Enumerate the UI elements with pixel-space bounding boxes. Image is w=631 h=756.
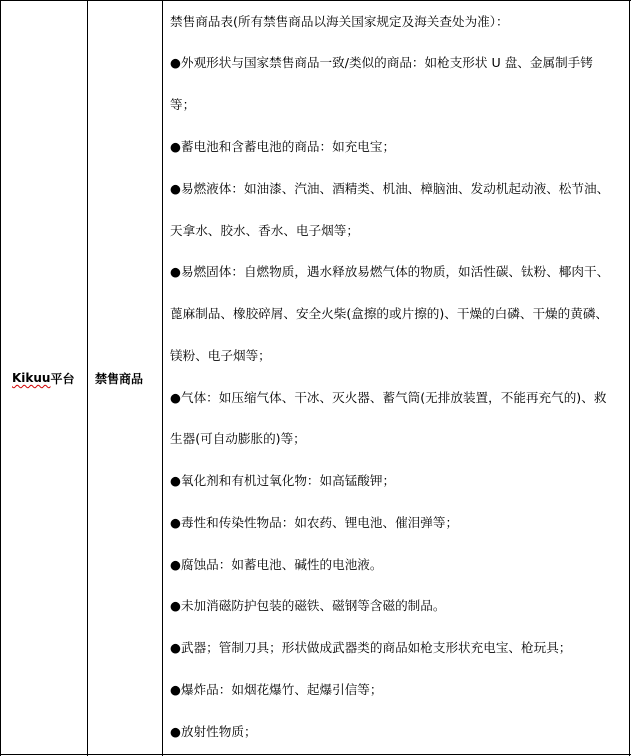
list-item: ●易燃液体：如油漆、汽油、酒精类、机油、樟脑油、发动机起动液、松节油、 [170,181,610,196]
table-border-left [0,0,1,756]
list-item: ●未加消磁防护包装的磁铁、磁钢等含磁的制品。 [170,598,446,613]
list-item: 蓖麻制品、橡胶碎屑、安全火柴(盒擦的或片擦的)、干燥的白磷、干燥的黄磷、 [170,306,609,321]
list-item: ●放射性物质； [170,724,257,739]
list-item: ●武器；管制刀具；形状做成武器类的商品如枪支形状充电宝、枪玩具； [170,640,572,655]
list-item: 镁粉、电子烟等； [170,348,271,363]
column-divider-1 [87,0,88,756]
list-item: ●蓄电池和含蓄电池的商品：如充电宝； [170,139,396,154]
list-item: 天拿水、胶水、香水、电子烟等； [170,223,359,238]
platform-suffix: 平台 [50,371,75,386]
list-item: 生器(可自动膨胀的)等； [170,431,306,446]
column-divider-2 [162,0,163,756]
category-cell [95,0,143,756]
table-border-right [629,0,630,756]
list-item: ●气体：如压缩气体、干冰、灭火器、蓄气筒(无排放装置，不能再充气的)、救 [170,390,607,405]
list-item: ●腐蚀品：如蓄电池、碱性的电池液。 [170,557,383,572]
list-item: ●氧化剂和有机过氧化物：如高锰酸钾； [170,473,396,488]
list-item: ●爆炸品：如烟花爆竹、起爆引信等； [170,682,383,697]
category-label: 禁售商品 [95,371,144,386]
platform-cell [12,0,75,756]
list-item: ●易燃固体：自燃物质，遇水释放易燃气体的物质，如活性碳、钛粉、椰肉干、 [170,264,610,279]
list-title: 禁售商品表(所有禁售商品以海关国家规定及海关查处为准）： [170,14,509,29]
list-item: 等； [170,97,196,112]
platform-brand: Kikuu [12,371,51,385]
list-item: ●外观形状与国家禁售商品一致/类似的商品：如枪支形状 U 盘、金属制手铐 [170,55,593,70]
list-item: ●毒性和传染性物品：如农药、锂电池、催泪弹等； [170,515,459,530]
